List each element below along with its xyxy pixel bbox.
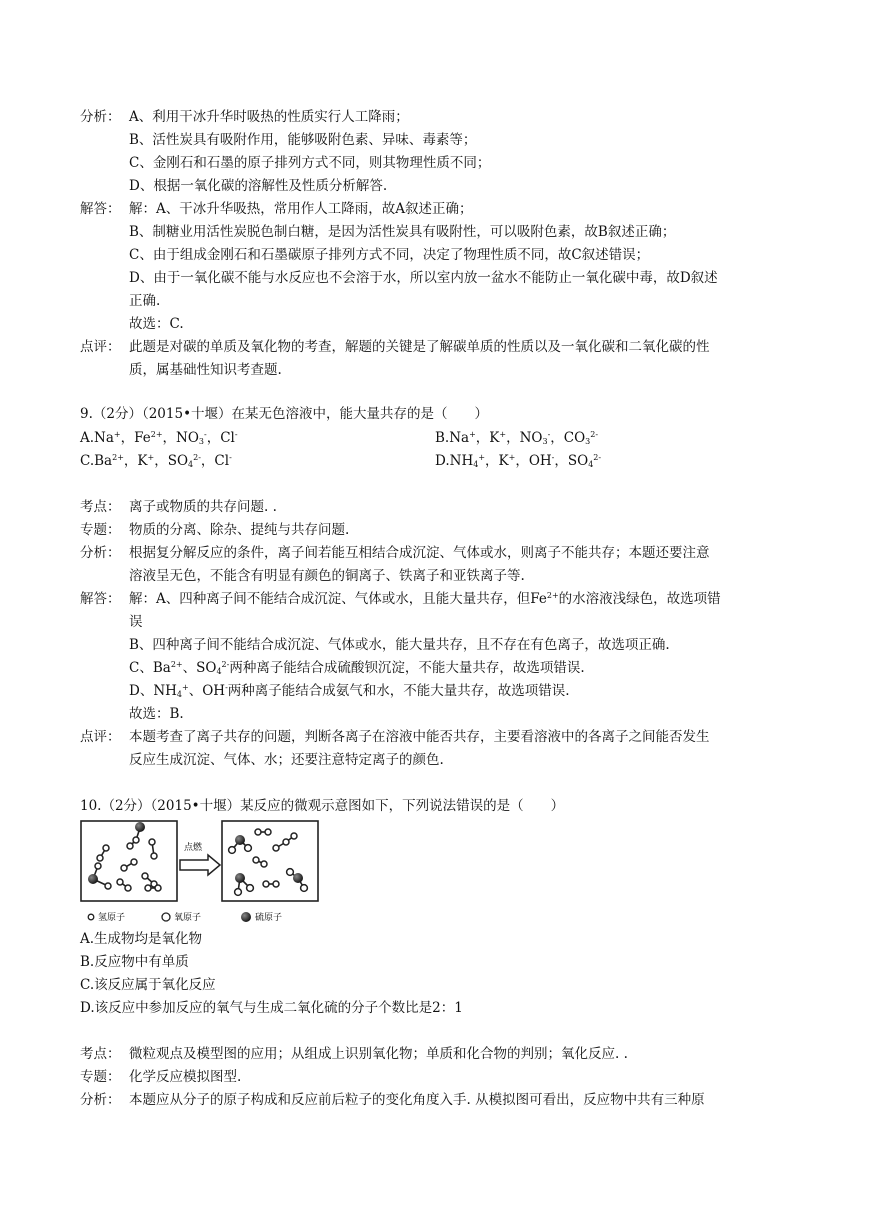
q9-option-b[interactable]: B.Na+，K+，$NO_3^-$，$CO_3^{2-}$ bbox=[435, 430, 599, 446]
legend-sulfur: 硫原子 bbox=[255, 913, 283, 923]
q8-analysis-line-1: 分析： A、利用干冰升华时吸热的性质实行人工降雨； bbox=[80, 106, 799, 128]
q8-answer-line-2: B、制糖业用活性炭脱色制白糖，是因为活性炭具有吸附性，可以吸附色素，故B叙述正确； bbox=[129, 224, 676, 240]
reaction-diagram bbox=[80, 818, 320, 928]
q9-comment-line-2: 反应生成沉淀、气体、水；还要注意特定离子的颜色. bbox=[129, 752, 444, 768]
arrow-label: 点燃 bbox=[184, 843, 203, 853]
q8-answer-line-3: C、由于组成金刚石和石墨碳原子排列方式不同，决定了物理性质不同，故C叙述错误； bbox=[129, 247, 650, 263]
q9-zhuanti: 专题： 物质的分离、除杂、提纯与共存问题. bbox=[80, 522, 350, 538]
q8-comment-line-2: 质，属基础性知识考查题. bbox=[129, 362, 282, 378]
q9-answer-line-a: 解答： 解：A、四种离子间不能结合成沉淀、气体或水，且能大量共存，但$Fe^{2+}$的水溶液浅绿色，故选项错 bbox=[80, 591, 721, 607]
q10-zhuanti: 专题： 化学反应模拟图型. bbox=[80, 1069, 242, 1085]
q9-answer-line-d: D、$NH_4^+$、OH-两种离子能结合成氨气和水，不能大量共存，故选项错误. bbox=[129, 683, 570, 699]
q9-kaodian: 考点： 离子或物质的共存问题. . bbox=[80, 499, 277, 515]
legend-oxygen: 氧原子 bbox=[174, 913, 202, 923]
q9-options-row-2 bbox=[80, 450, 799, 472]
q8-answer-line-4: D、由于一氧化碳不能与水反应也不会溶于水，所以室内放一盆水不能防止一氧化碳中毒，故D叙述 bbox=[129, 270, 718, 286]
q8-analysis-line-2: B、活性炭具有吸附作用，能够吸附色素、异味、毒素等； bbox=[129, 132, 477, 148]
comment-label: 点评： bbox=[80, 339, 121, 355]
q9-options-row-1 bbox=[80, 427, 799, 449]
q9-title: 9.（2分）（2015•十堰）在某无色溶液中，能大量共存的是（ ） bbox=[80, 406, 489, 422]
q8-answer-choice: 故选：C. bbox=[129, 316, 184, 332]
q9-answer-line-b: B、四种离子间不能结合成沉淀、气体或水，能大量共存，且不存在有色离子，故选项正确. bbox=[129, 637, 670, 653]
products-box bbox=[222, 821, 318, 901]
q10-kaodian: 考点： 微粒观点及模型图的应用；从组成上识别氧化物；单质和化合物的判别；氧化反应. . bbox=[80, 1046, 628, 1062]
q9-comment-line-1: 点评： 本题考查了离子共存的问题，判断各离子在溶液中能否共存，主要看溶液中的各离子之间能否发生 bbox=[80, 729, 710, 745]
q8-analysis-line-3: C、金刚石和石墨的原子排列方式不同，则其物理性质不同； bbox=[129, 155, 491, 171]
q8-analysis-line-4: D、根据一氧化碳的溶解性及性质分析解答. bbox=[129, 178, 388, 194]
q9-answer-line-a2: 误 bbox=[129, 614, 143, 630]
q10-option-d[interactable]: D.该反应中参加反应的氧气与生成二氧化硫的分子个数比是2：1 bbox=[80, 1000, 463, 1016]
analysis-label: 分析： bbox=[80, 109, 121, 125]
q9-analysis-line-2: 溶液呈无色，不能含有明显有颜色的铜离子、铁离子和亚铁离子等. bbox=[129, 568, 525, 584]
q8-comment-line-1: 点评： 此题是对碳的单质及氧化物的考查，解题的关键是了解碳单质的性质以及一氧化碳和二氧化碳的性 bbox=[80, 336, 799, 358]
q9-analysis-line-1: 分析： 根据复分解反应的条件，离子间若能互相结合成沉淀、气体或水，则离子不能共存；本题还要注意 bbox=[80, 545, 710, 561]
q8-answer-line-1: 解答： 解：A、干冰升华吸热，常用作人工降雨，故A叙述正确； bbox=[80, 198, 799, 220]
q9-answer-choice: 故选：B. bbox=[129, 706, 184, 722]
diagram-legend bbox=[88, 911, 282, 923]
q10-option-b[interactable]: B.反应物中有单质 bbox=[80, 954, 189, 970]
q9-option-d[interactable]: $D.NH_4^+$，K+，OH-，$SO_4^{2-}$ bbox=[435, 453, 602, 469]
q9-option-a[interactable]: A.Na+，$Fe^{2+}$，$NO_3^-$，Cl- bbox=[80, 430, 238, 446]
reactants-box bbox=[81, 821, 177, 901]
answer-label: 解答： bbox=[80, 201, 121, 217]
q10-option-a[interactable]: A.生成物均是氧化物 bbox=[80, 931, 203, 947]
reaction-arrow bbox=[180, 841, 220, 875]
q10-title: 10.（2分）（2015•十堰）某反应的微观示意图如下，下列说法错误的是（ ） bbox=[80, 798, 565, 814]
q10-analysis: 分析： 本题应从分子的原子构成和反应前后粒子的变化角度入手. 从模拟图可看出，反应物中共有三种原 bbox=[80, 1092, 705, 1108]
q10-option-c[interactable]: C.该反应属于氧化反应 bbox=[80, 977, 216, 993]
legend-hydrogen: 氢原子 bbox=[98, 913, 126, 923]
q8-answer-line-5: 正确. bbox=[129, 293, 161, 309]
q9-answer-line-c: C、$Ba^{2+}$、$SO_4^{2-}$两种离子能结合成硫酸钡沉淀，不能大量共存，故选项错误. bbox=[129, 660, 585, 676]
q9-option-c[interactable]: $C.Ba^{2+}$，K+，$SO_4^{2-}$，Cl- bbox=[80, 453, 232, 469]
